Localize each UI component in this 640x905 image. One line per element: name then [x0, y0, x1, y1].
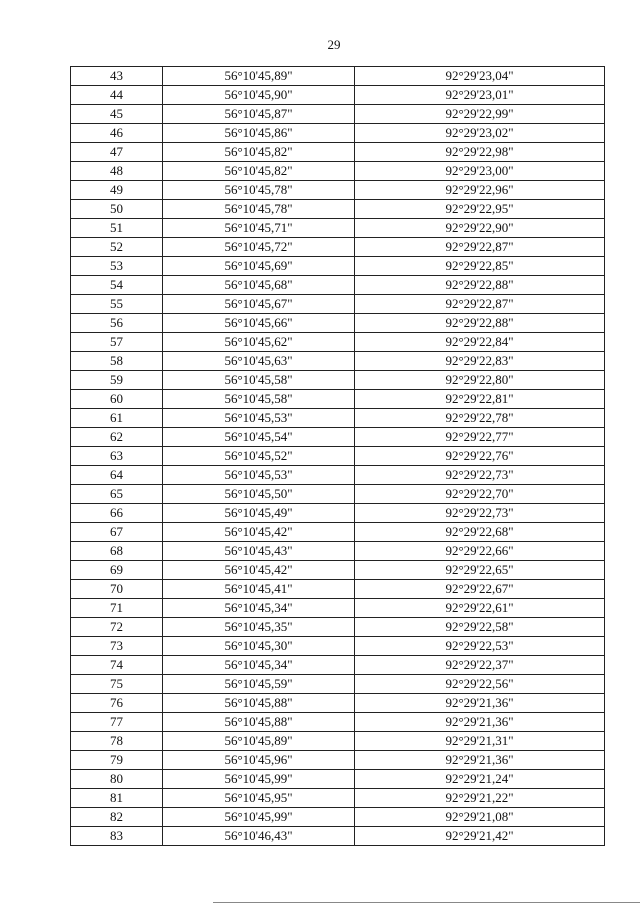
table-row [71, 618, 605, 637]
table-row [71, 827, 605, 846]
latitude-cell: 56°10'45,82" [163, 143, 355, 162]
table-row [71, 466, 605, 485]
latitude-cell: 56°10'45,88" [163, 694, 355, 713]
point-number-cell: 81 [71, 789, 163, 808]
latitude-cell: 56°10'46,43" [163, 827, 355, 846]
latitude-cell: 56°10'45,41" [163, 580, 355, 599]
point-number-cell: 71 [71, 599, 163, 618]
longitude-cell: 92°29'22,56" [355, 675, 605, 694]
longitude-cell: 92°29'22,68" [355, 523, 605, 542]
table-row [71, 295, 605, 314]
latitude-cell: 56°10'45,89" [163, 67, 355, 86]
table-row [71, 580, 605, 599]
point-number-cell: 45 [71, 105, 163, 124]
point-number-cell: 59 [71, 371, 163, 390]
table-row [71, 105, 605, 124]
longitude-cell: 92°29'21,36" [355, 713, 605, 732]
latitude-cell: 56°10'45,50" [163, 485, 355, 504]
point-number-cell: 57 [71, 333, 163, 352]
longitude-cell: 92°29'22,73" [355, 504, 605, 523]
latitude-cell: 56°10'45,78" [163, 200, 355, 219]
table-row [71, 257, 605, 276]
longitude-cell: 92°29'22,65" [355, 561, 605, 580]
point-number-cell: 64 [71, 466, 163, 485]
point-number-cell: 77 [71, 713, 163, 732]
latitude-cell: 56°10'45,67" [163, 295, 355, 314]
point-number-cell: 80 [71, 770, 163, 789]
table-row [71, 789, 605, 808]
latitude-cell: 56°10'45,69" [163, 257, 355, 276]
table-row [71, 542, 605, 561]
point-number-cell: 68 [71, 542, 163, 561]
latitude-cell: 56°10'45,66" [163, 314, 355, 333]
point-number-cell: 79 [71, 751, 163, 770]
longitude-cell: 92°29'22,84" [355, 333, 605, 352]
longitude-cell: 92°29'22,87" [355, 295, 605, 314]
point-number-cell: 82 [71, 808, 163, 827]
point-number-cell: 50 [71, 200, 163, 219]
table-row [71, 333, 605, 352]
latitude-cell: 56°10'45,72" [163, 238, 355, 257]
longitude-cell: 92°29'21,31" [355, 732, 605, 751]
longitude-cell: 92°29'23,00" [355, 162, 605, 181]
latitude-cell: 56°10'45,82" [163, 162, 355, 181]
longitude-cell: 92°29'22,58" [355, 618, 605, 637]
point-number-cell: 52 [71, 238, 163, 257]
point-number-cell: 51 [71, 219, 163, 238]
point-number-cell: 56 [71, 314, 163, 333]
longitude-cell: 92°29'21,36" [355, 694, 605, 713]
table-row [71, 409, 605, 428]
longitude-cell: 92°29'21,42" [355, 827, 605, 846]
latitude-cell: 56°10'45,78" [163, 181, 355, 200]
table-row [71, 675, 605, 694]
point-number-cell: 49 [71, 181, 163, 200]
longitude-cell: 92°29'22,53" [355, 637, 605, 656]
longitude-cell: 92°29'21,08" [355, 808, 605, 827]
latitude-cell: 56°10'45,99" [163, 808, 355, 827]
longitude-cell: 92°29'22,78" [355, 409, 605, 428]
latitude-cell: 56°10'45,96" [163, 751, 355, 770]
latitude-cell: 56°10'45,87" [163, 105, 355, 124]
point-number-cell: 58 [71, 352, 163, 371]
table-row [71, 732, 605, 751]
latitude-cell: 56°10'45,86" [163, 124, 355, 143]
point-number-cell: 55 [71, 295, 163, 314]
table-row [71, 770, 605, 789]
longitude-cell: 92°29'22,88" [355, 276, 605, 295]
latitude-cell: 56°10'45,71" [163, 219, 355, 238]
table-row [71, 86, 605, 105]
longitude-cell: 92°29'22,81" [355, 390, 605, 409]
longitude-cell: 92°29'22,61" [355, 599, 605, 618]
longitude-cell: 92°29'22,83" [355, 352, 605, 371]
longitude-cell: 92°29'22,85" [355, 257, 605, 276]
point-number-cell: 48 [71, 162, 163, 181]
table-row [71, 656, 605, 675]
longitude-cell: 92°29'23,04" [355, 67, 605, 86]
longitude-cell: 92°29'22,77" [355, 428, 605, 447]
coordinates-table [70, 66, 605, 846]
table-row [71, 200, 605, 219]
latitude-cell: 56°10'45,88" [163, 713, 355, 732]
table-row [71, 751, 605, 770]
point-number-cell: 65 [71, 485, 163, 504]
table-row [71, 808, 605, 827]
table-row [71, 276, 605, 295]
table-row [71, 428, 605, 447]
point-number-cell: 67 [71, 523, 163, 542]
table-row [71, 67, 605, 86]
latitude-cell: 56°10'45,34" [163, 656, 355, 675]
point-number-cell: 75 [71, 675, 163, 694]
longitude-cell: 92°29'23,01" [355, 86, 605, 105]
point-number-cell: 72 [71, 618, 163, 637]
latitude-cell: 56°10'45,89" [163, 732, 355, 751]
point-number-cell: 62 [71, 428, 163, 447]
table-row [71, 124, 605, 143]
point-number-cell: 60 [71, 390, 163, 409]
point-number-cell: 70 [71, 580, 163, 599]
table-row [71, 181, 605, 200]
latitude-cell: 56°10'45,62" [163, 333, 355, 352]
table-row [71, 238, 605, 257]
latitude-cell: 56°10'45,59" [163, 675, 355, 694]
longitude-cell: 92°29'23,02" [355, 124, 605, 143]
latitude-cell: 56°10'45,63" [163, 352, 355, 371]
point-number-cell: 53 [71, 257, 163, 276]
coordinates-table-body [71, 67, 605, 846]
table-row [71, 485, 605, 504]
latitude-cell: 56°10'45,34" [163, 599, 355, 618]
longitude-cell: 92°29'22,96" [355, 181, 605, 200]
latitude-cell: 56°10'45,99" [163, 770, 355, 789]
table-row [71, 352, 605, 371]
point-number-cell: 44 [71, 86, 163, 105]
point-number-cell: 66 [71, 504, 163, 523]
latitude-cell: 56°10'45,53" [163, 409, 355, 428]
longitude-cell: 92°29'22,99" [355, 105, 605, 124]
page-bottom-rule [213, 902, 640, 903]
latitude-cell: 56°10'45,35" [163, 618, 355, 637]
longitude-cell: 92°29'22,73" [355, 466, 605, 485]
point-number-cell: 46 [71, 124, 163, 143]
table-row [71, 371, 605, 390]
longitude-cell: 92°29'22,90" [355, 219, 605, 238]
latitude-cell: 56°10'45,54" [163, 428, 355, 447]
point-number-cell: 69 [71, 561, 163, 580]
longitude-cell: 92°29'22,67" [355, 580, 605, 599]
longitude-cell: 92°29'22,88" [355, 314, 605, 333]
point-number-cell: 83 [71, 827, 163, 846]
point-number-cell: 54 [71, 276, 163, 295]
table-row [71, 162, 605, 181]
longitude-cell: 92°29'22,66" [355, 542, 605, 561]
table-row [71, 713, 605, 732]
longitude-cell: 92°29'21,36" [355, 751, 605, 770]
longitude-cell: 92°29'22,98" [355, 143, 605, 162]
latitude-cell: 56°10'45,42" [163, 561, 355, 580]
table-row [71, 637, 605, 656]
latitude-cell: 56°10'45,42" [163, 523, 355, 542]
page-number: 29 [327, 37, 341, 52]
point-number-cell: 74 [71, 656, 163, 675]
latitude-cell: 56°10'45,68" [163, 276, 355, 295]
latitude-cell: 56°10'45,30" [163, 637, 355, 656]
table-row [71, 390, 605, 409]
longitude-cell: 92°29'22,76" [355, 447, 605, 466]
longitude-cell: 92°29'21,24" [355, 770, 605, 789]
point-number-cell: 78 [71, 732, 163, 751]
table-row [71, 314, 605, 333]
latitude-cell: 56°10'45,90" [163, 86, 355, 105]
point-number-cell: 61 [71, 409, 163, 428]
longitude-cell: 92°29'22,87" [355, 238, 605, 257]
point-number-cell: 43 [71, 67, 163, 86]
table-row [71, 504, 605, 523]
longitude-cell: 92°29'22,37" [355, 656, 605, 675]
point-number-cell: 63 [71, 447, 163, 466]
longitude-cell: 92°29'22,95" [355, 200, 605, 219]
point-number-cell: 47 [71, 143, 163, 162]
table-row [71, 143, 605, 162]
latitude-cell: 56°10'45,52" [163, 447, 355, 466]
latitude-cell: 56°10'45,49" [163, 504, 355, 523]
longitude-cell: 92°29'22,80" [355, 371, 605, 390]
latitude-cell: 56°10'45,58" [163, 371, 355, 390]
longitude-cell: 92°29'22,70" [355, 485, 605, 504]
table-row [71, 219, 605, 238]
table-row [71, 694, 605, 713]
table-row [71, 561, 605, 580]
table-row [71, 447, 605, 466]
table-row [71, 523, 605, 542]
latitude-cell: 56°10'45,58" [163, 390, 355, 409]
longitude-cell: 92°29'21,22" [355, 789, 605, 808]
point-number-cell: 76 [71, 694, 163, 713]
table-row [71, 599, 605, 618]
latitude-cell: 56°10'45,95" [163, 789, 355, 808]
latitude-cell: 56°10'45,43" [163, 542, 355, 561]
latitude-cell: 56°10'45,53" [163, 466, 355, 485]
point-number-cell: 73 [71, 637, 163, 656]
